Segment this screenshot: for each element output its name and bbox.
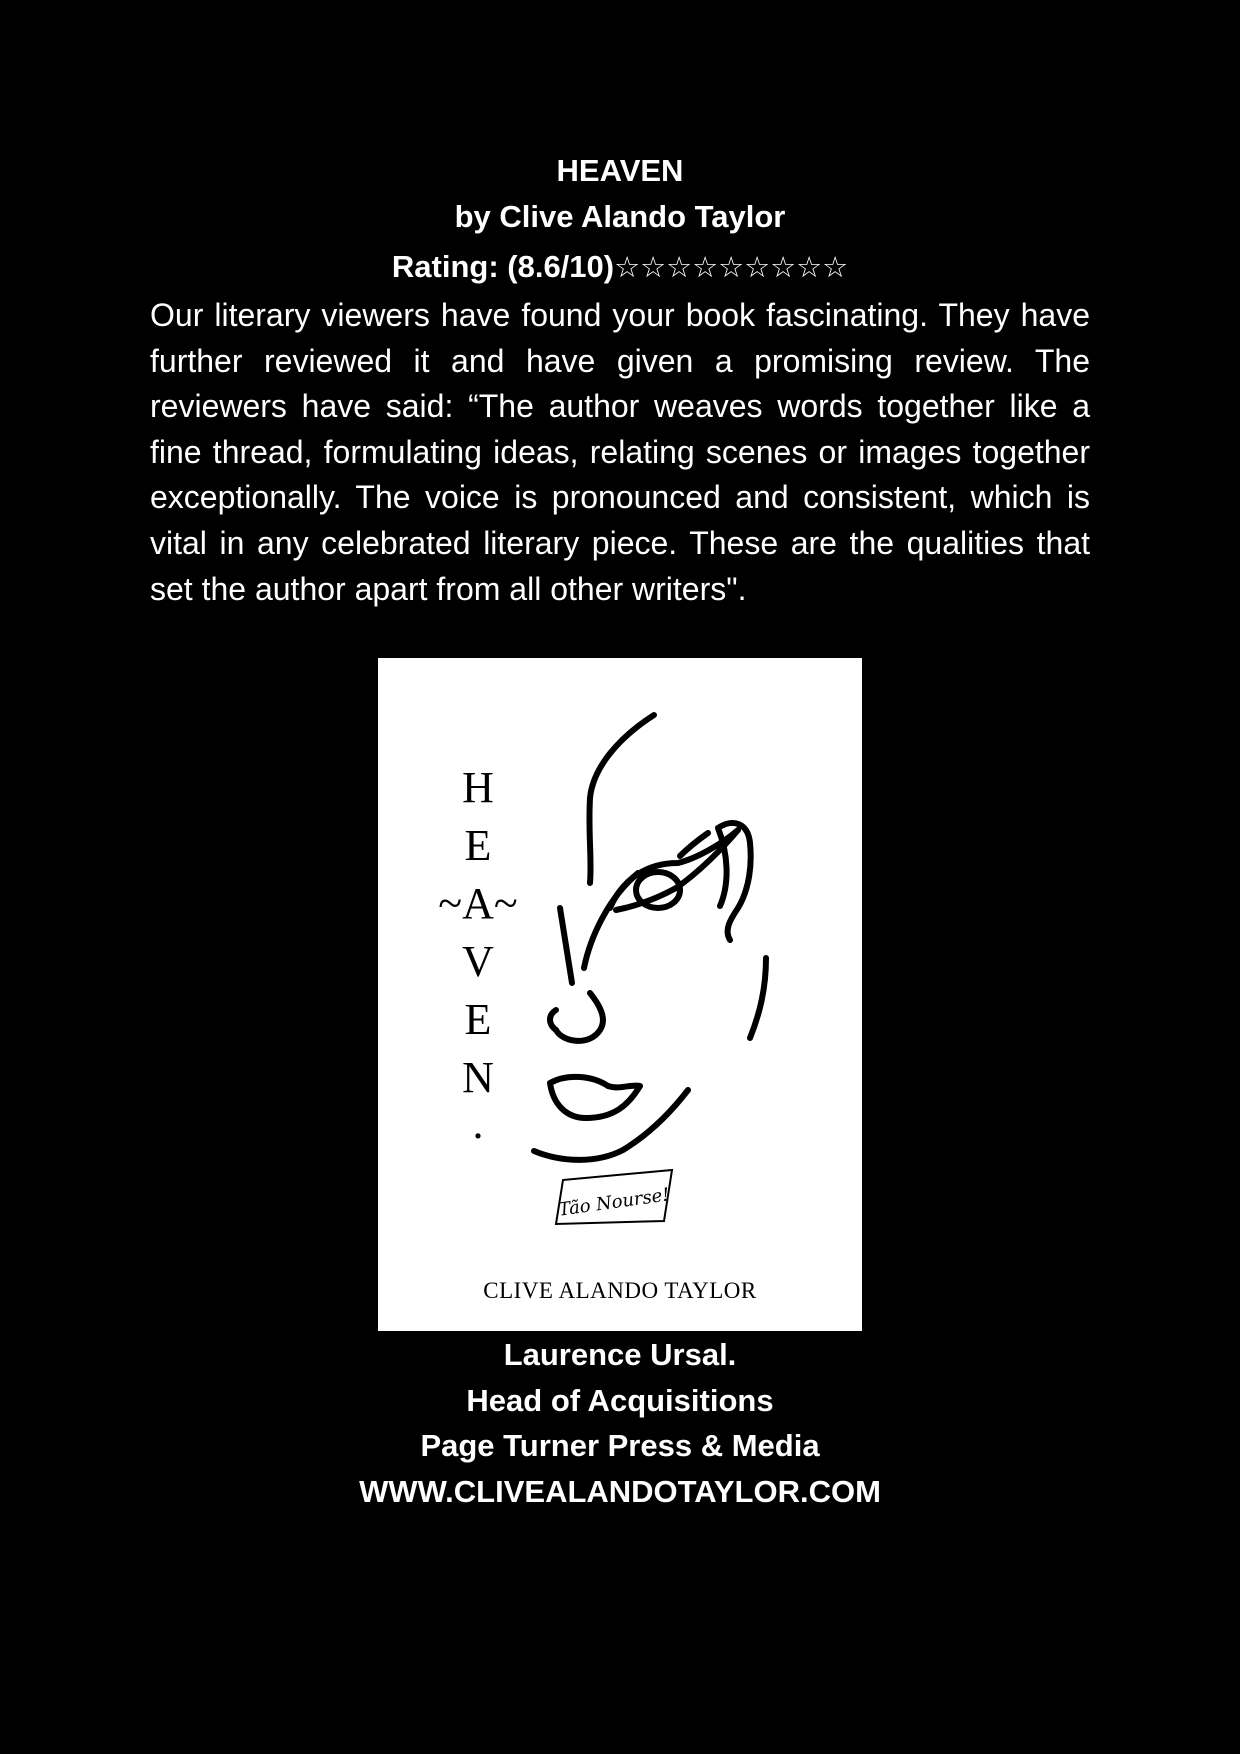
signer-company: Page Turner Press & Media (420, 1428, 820, 1463)
cover-title-letter: E (464, 995, 492, 1044)
cover-title-letter: N (462, 1053, 494, 1102)
book-cover-image (378, 658, 862, 1331)
face-drawing-icon (378, 658, 862, 1331)
signature-block (0, 1332, 1240, 1514)
rating-line (0, 244, 1240, 291)
signer-name: Laurence Ursal. (503, 1337, 737, 1372)
cover-title-letter: ~A~ (438, 879, 518, 928)
cover-author-name: CLIVE ALANDO TAYLOR (483, 1278, 757, 1303)
website-link[interactable]: WWW.CLIVEALANDOTAYLOR.COM (359, 1473, 881, 1509)
cover-title-letter: E (464, 821, 492, 870)
signer-role: Head of Acquisitions (466, 1382, 774, 1418)
book-byline: by Clive Alando Taylor (454, 199, 786, 234)
signature-text: Tão Nourse! (557, 1184, 671, 1221)
review-paragraph: Our literary viewers have found your book fascinating. They have further reviewed it and have given a promising review. The reviewers have said: “The author weaves words together like a fine thread, formulating ideas, relating scenes or images together exceptionally. The voice is pronounced and consistent, which is vital in any celebrated literary piece. These are the qualities that set the author apart from all other writers". (150, 297, 1090, 607)
book-title: HEAVEN (556, 153, 684, 188)
rating-stars-icon: ☆☆☆☆☆☆☆☆☆ (614, 252, 849, 284)
cover-title-letter: H (462, 763, 494, 812)
title-block (0, 148, 1240, 291)
cover-title-letter: V (462, 937, 494, 986)
cover-title-letter: . (472, 1099, 484, 1148)
rating-text: Rating: (8.6/10) (391, 249, 615, 284)
